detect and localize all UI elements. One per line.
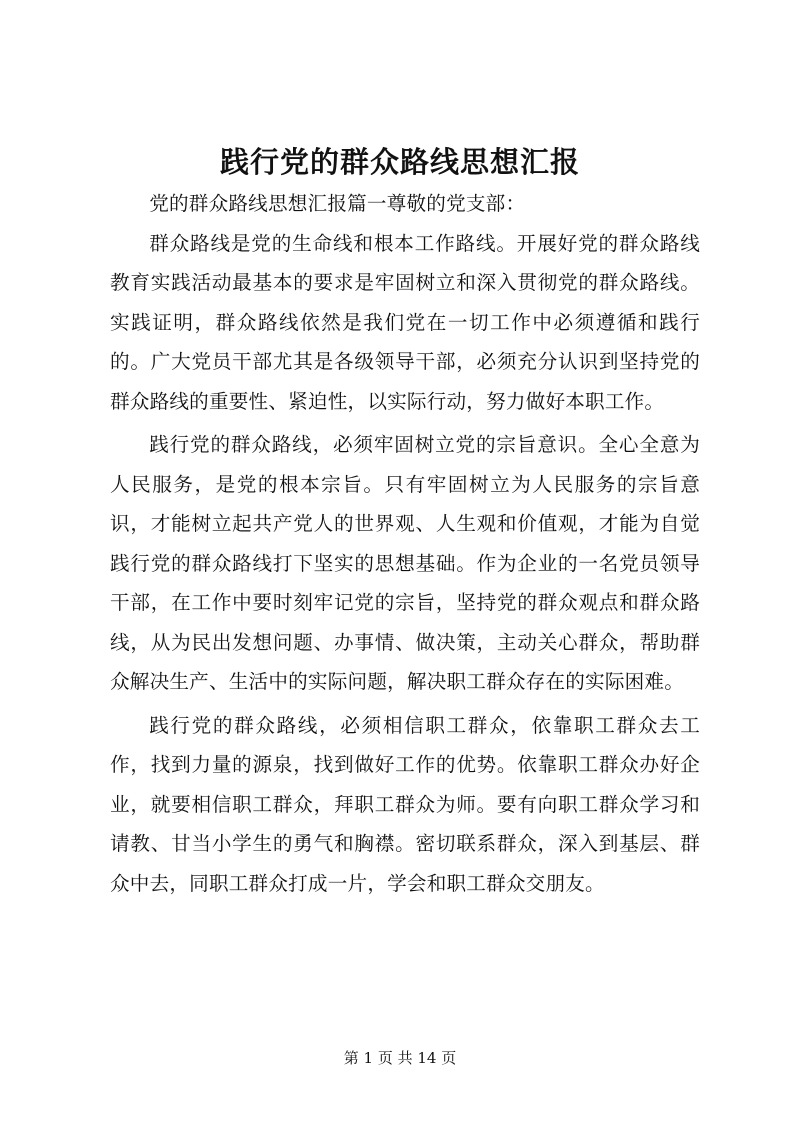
- paragraph-2: 践行党的群众路线，必须牢固树立党的宗旨意识。全心全意为人民服务，是党的根本宗旨。只有牢固树立为人民服务的宗旨意识，才能树立起共产党人的世界观、人生观和价值观，才能为自觉践行党的群众路线打下坚实的思想基础。作为企业的一名党员领导干部，在工作中要时刻牢记党的宗旨，坚持党的群众观点和群众路线，从为民出发想问题、办事情、做决策，主动关心群众，帮助群众解决生产、生活中的实际问题，解决职工群众存在的实际困难。: [110, 433, 700, 693]
- document-body: [110, 184, 700, 907]
- paragraph-3: 践行党的群众路线，必须相信职工群众，依靠职工群众去工作，找到力量的源泉，找到做好工作的优势。依靠职工群众办好企业，就要相信职工群众，拜职工群众为师。要有向职工群众学习和请教、甘当小学生的勇气和胸襟。密切联系群众，深入到基层、群众中去，同职工群众打成一片，学会和职工群众交朋友。: [110, 713, 700, 895]
- document-title: 践行党的群众路线思想汇报: [219, 145, 580, 179]
- paragraph-salutation: 党的群众路线思想汇报篇一尊敬的党支部：: [149, 192, 526, 215]
- page-number-footer: 第 1 页 共 14 页: [343, 1049, 457, 1067]
- paragraph-1: 群众路线是党的生命线和根本工作路线。开展好党的群众路线教育实践活动最基本的要求是牢固树立和深入贯彻党的群众路线。实践证明，群众路线依然是我们党在一切工作中必须遵循和践行的。广大党员干部尤其是各级领导干部，必须充分认识到坚持党的群众路线的重要性、紧迫性，以实际行动，努力做好本职工作。: [110, 231, 700, 413]
